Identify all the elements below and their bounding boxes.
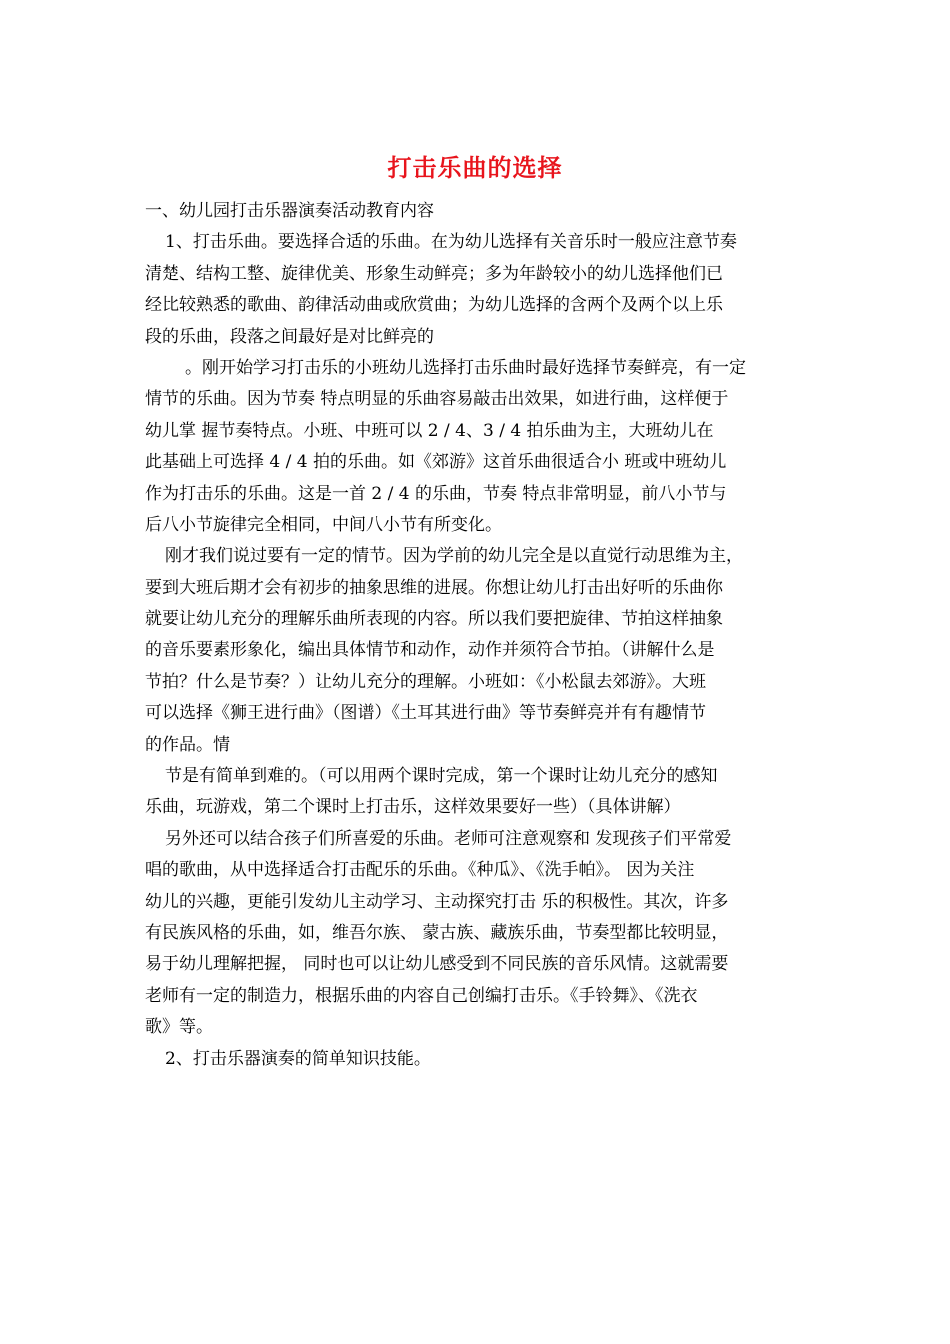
- paragraph-line: 歌》等。: [145, 1017, 213, 1038]
- paragraph-line: 可以选择《狮王进行曲》（图谱）《土耳其进行曲》等节奏鲜亮并有有趣情节: [145, 703, 706, 724]
- paragraph-line: 节拍？什么是节奏？）让幼儿充分的理解。小班如：《小松鼠去郊游》。大班: [145, 671, 706, 692]
- paragraph-line: 唱的歌曲，从中选择适合打击配乐的乐曲。《种瓜》、《洗手帕》。 因为关注: [145, 860, 695, 881]
- section-heading: 一、幼儿园打击乐器演奏活动教育内容: [145, 201, 434, 221]
- paragraph-line: 的音乐要素形象化，编出具体情节和动作，动作并须符合节拍。（讲解什么是: [145, 640, 715, 661]
- paragraph-line: 情节的乐曲。因为节奏 特点明显的乐曲容易敲击出效果，如进行曲，这样便于: [145, 389, 729, 410]
- paragraph-line: 易于幼儿理解把握， 同时也可以让幼儿感受到不同民族的音乐风情。这就需要: [145, 954, 729, 975]
- paragraph-line: 此基础上可选择 4 / 4 拍的乐曲。如《郊游》这首乐曲很适合小 班或中班幼儿: [145, 452, 727, 473]
- document-title: 打击乐曲的选择: [387, 153, 563, 182]
- paragraph-line: 刚才我们说过要有一定的情节。因为学前的幼儿完全是以直觉行动思维为主，: [165, 546, 743, 567]
- paragraph-line: 清楚、结构工整、旋律优美、形象生动鲜亮；多为年龄较小的幼儿选择他们已: [145, 263, 723, 284]
- paragraph-line: 幼儿的兴趣，更能引发幼儿主动学习、主动探究打击 乐的积极性。其次，许多: [145, 891, 729, 912]
- paragraph-line: 老师有一定的制造力，根据乐曲的内容自己创编打击乐。《手铃舞》、《洗衣: [145, 985, 698, 1006]
- document-body: [145, 196, 813, 1075]
- paragraph-line: 幼儿掌 握节奏特点。小班、中班可以 2 / 4、3 / 4 拍乐曲为主，大班幼儿在: [145, 420, 714, 441]
- paragraph-line: 后八小节旋律完全相同，中间八小节有所变化。: [145, 514, 502, 535]
- section-heading: 2、打击乐器演奏的简单知识技能。: [165, 1048, 431, 1069]
- paragraph-line: 的作品。情: [145, 734, 230, 755]
- paragraph-line: 作为打击乐的乐曲。这是一首 2 / 4 的乐曲，节奏 特点非常明显，前八小节与: [145, 483, 727, 504]
- paragraph-line: 要到大班后期才会有初步的抽象思维的进展。你想让幼儿打击出好听的乐曲你: [145, 577, 723, 598]
- paragraph-line: 就要让幼儿充分的理解乐曲所表现的内容。所以我们要把旋律、节拍这样抽象: [145, 609, 723, 630]
- paragraph-line: 节是有简单到难的。（可以用两个课时完成，第一个课时让幼儿充分的感知: [165, 766, 718, 787]
- paragraph-line: 有民族风格的乐曲，如，维吾尔族、 蒙古族、藏族乐曲，节奏型都比较明显，: [145, 922, 729, 943]
- paragraph-line: 经比较熟悉的歌曲、韵律活动曲或欣赏曲；为幼儿选择的含两个及两个以上乐: [145, 295, 723, 316]
- paragraph-line: 段的乐曲，段落之间最好是对比鲜亮的: [145, 326, 434, 347]
- paragraph-line: 。刚开始学习打击乐的小班幼儿选择打击乐曲时最好选择节奏鲜亮，有一定: [185, 357, 746, 378]
- paragraph-line: 1、打击乐曲。要选择合适的乐曲。在为幼儿选择有关音乐时一般应注意节奏: [165, 232, 737, 253]
- paragraph-line: 乐曲，玩游戏，第二个课时上打击乐，这样效果要好一些）（具体讲解）: [145, 797, 681, 818]
- paragraph-line: 另外还可以结合孩子们所喜爱的乐曲。老师可注意观察和 发现孩子们平常爱: [165, 828, 732, 849]
